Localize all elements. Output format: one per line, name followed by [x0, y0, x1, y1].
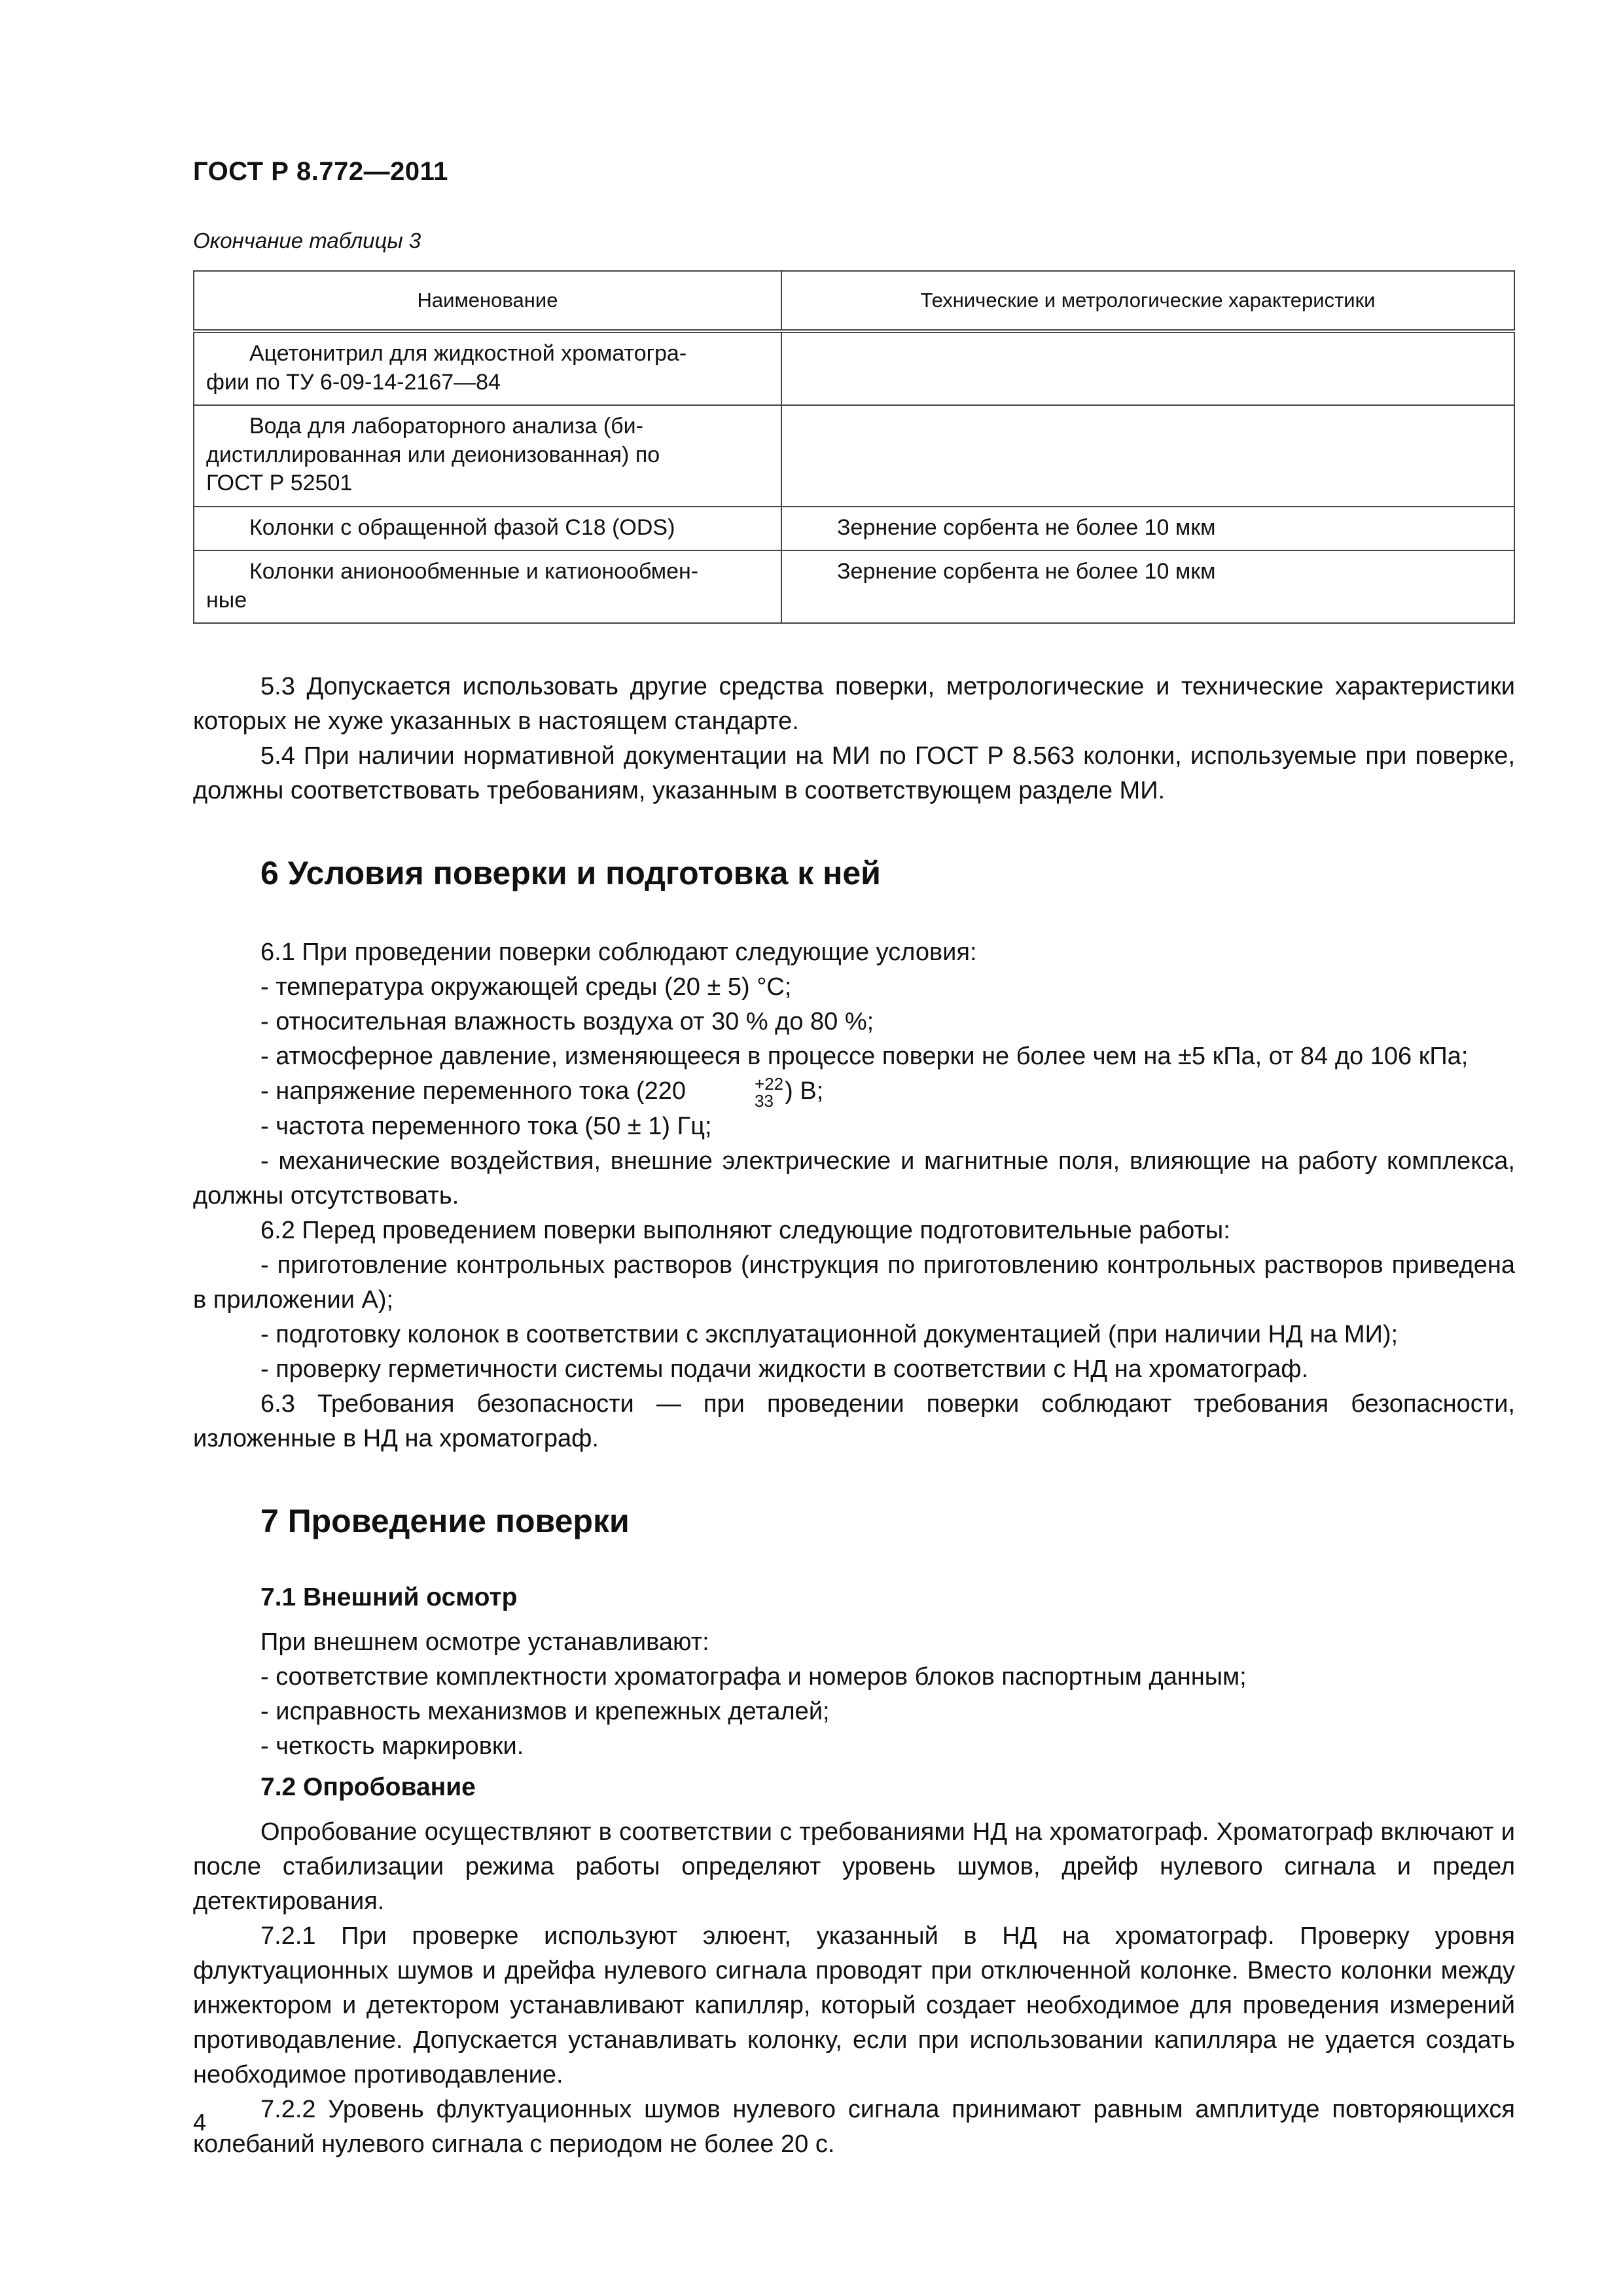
column-header-name: Наименование	[194, 271, 781, 331]
subsection-7-2-heading: 7.2 Опробование	[260, 1773, 476, 1802]
cell-line: Колонки с обращенной фазой С18 (ODS)	[249, 514, 675, 540]
voltage-tolerance-lower: 33	[755, 1091, 774, 1111]
table-row	[194, 507, 1514, 551]
section-6-heading: 6 Условия поверки и подготовка к ней	[260, 855, 881, 892]
condition-pressure: - атмосферное давление, изменяющееся в процессе поверки не более чем на ±5 кПа, от 84 до 106 кПа;	[260, 1043, 1469, 1071]
cell-line: Ацетонитрил для жидкостной хроматогра-	[249, 341, 687, 366]
voltage-suffix: ) В;	[785, 1077, 824, 1105]
cell-line: ГОСТ Р 52501	[206, 471, 353, 496]
condition-voltage	[193, 1074, 1515, 1109]
table-cell-characteristics: Зернение сорбента не более 10 мкм	[781, 550, 1514, 623]
paragraph-7-2-1: 7.2.1 При проверке используют элюент, указанный в НД на хроматограф. Проверку уровня флуктуационных шумов и дрейфа нулевого сигнала проводят при отключенной колонке. Вместо колонки между инжектором и детектором устанавливают капилляр, который создает необходимое для проведения измерений противодавление. Допускается устанавливать колонку, если при использовании капилляра не удается создать необходимое противодавление.	[193, 1922, 1515, 2089]
table-header-row	[194, 271, 1514, 331]
inspection-item-marking: - четкость маркировки.	[260, 1732, 524, 1761]
paragraph-6-3: 6.3 Требования безопасности — при проведении поверки соблюдают требования безопасности, изложенные в НД на хроматограф.	[193, 1390, 1515, 1453]
table-caption: Окончание таблицы 3	[193, 228, 421, 253]
condition-temperature: - температура окружающей среды (20 ± 5) °C;	[260, 973, 792, 1001]
table-cell-characteristics	[781, 405, 1514, 507]
table-cell-name	[194, 507, 781, 551]
table-cell-characteristics	[781, 331, 1514, 405]
table-cell-name	[194, 331, 781, 405]
table-row	[194, 550, 1514, 623]
voltage-prefix: - напряжение переменного тока (220	[260, 1077, 687, 1105]
table-cell-name	[194, 405, 781, 507]
condition-frequency: - частота переменного тока (50 ± 1) Гц;	[260, 1113, 712, 1141]
prep-work-tightness: - проверку герметичности системы подачи жидкости в соответствии с НД на хроматограф.	[260, 1355, 1309, 1384]
cell-line: дистиллированная или деионизованная) по	[206, 442, 660, 467]
cell-line: Колонки анионообменные и катионообмен-	[249, 559, 699, 584]
prep-work-columns: - подготовку колонок в соответствии с эксплуатационной документацией (при наличии НД на МИ);	[260, 1321, 1399, 1349]
paragraph-7-1-intro: При внешнем осмотре устанавливают:	[260, 1628, 709, 1657]
cell-line: фии по ТУ 6-09-14-2167—84	[206, 369, 501, 395]
document-code: ГОСТ Р 8.772—2011	[193, 157, 448, 186]
page-number: 4	[193, 2109, 207, 2136]
document-page	[193, 157, 1515, 2162]
condition-humidity: - относительная влажность воздуха от 30 % до 80 %;	[260, 1008, 874, 1036]
column-header-characteristics: Технические и метрологические характеристики	[781, 271, 1514, 331]
inspection-item-mechanisms: - исправность механизмов и крепежных деталей;	[260, 1698, 830, 1726]
table-cell-name	[194, 550, 781, 623]
section-7-heading: 7 Проведение поверки	[260, 1503, 630, 1540]
inspection-item-completeness: - соответствие комплектности хроматографа и номеров блоков паспортным данным;	[260, 1663, 1247, 1691]
table-row	[194, 405, 1514, 507]
table-cell-characteristics: Зернение сорбента не более 10 мкм	[781, 507, 1514, 551]
paragraph-5-4: 5.4 При наличии нормативной документации на МИ по ГОСТ Р 8.563 колонки, используемые при поверке, должны соответствовать требованиям, указанным в соответствующем разделе МИ.	[193, 742, 1515, 805]
subsection-7-1-heading: 7.1 Внешний осмотр	[260, 1583, 518, 1612]
paragraph-6-1: 6.1 При проведении поверки соблюдают следующие условия:	[260, 939, 977, 967]
paragraph-7-2: Опробование осуществляют в соответствии с требованиями НД на хроматограф. Хроматограф включают и после стабилизации режима работы определяют уровень шумов, дрейф нулевого сигнала и предел детектирования.	[193, 1818, 1515, 1916]
paragraph-5-3: 5.3 Допускается использовать другие средства поверки, метрологические и технические характеристики которых не хуже указанных в настоящем стандарте.	[193, 673, 1515, 736]
equipment-table	[193, 270, 1515, 624]
condition-fields: - механические воздействия, внешние электрические и магнитные поля, влияющие на работу комплекса, должны отсутствовать.	[193, 1147, 1515, 1210]
cell-line: ные	[206, 587, 247, 613]
voltage-tolerance-upper: +22	[755, 1074, 784, 1094]
voltage-tolerance	[687, 1075, 783, 1109]
prep-work-solutions: - приготовление контрольных растворов (инструкция по приготовлению контрольных растворов приведена в приложении А);	[193, 1251, 1515, 1314]
paragraph-7-2-2: 7.2.2 Уровень флуктуационных шумов нулевого сигнала принимают равным амплитуде повторяющихся колебаний нулевого сигнала с периодом не более 20 с.	[193, 2096, 1515, 2159]
table-row	[194, 331, 1514, 405]
paragraph-6-2: 6.2 Перед проведением поверки выполняют следующие подготовительные работы:	[260, 1217, 1230, 1245]
cell-line: Вода для лабораторного анализа (би-	[249, 414, 643, 439]
